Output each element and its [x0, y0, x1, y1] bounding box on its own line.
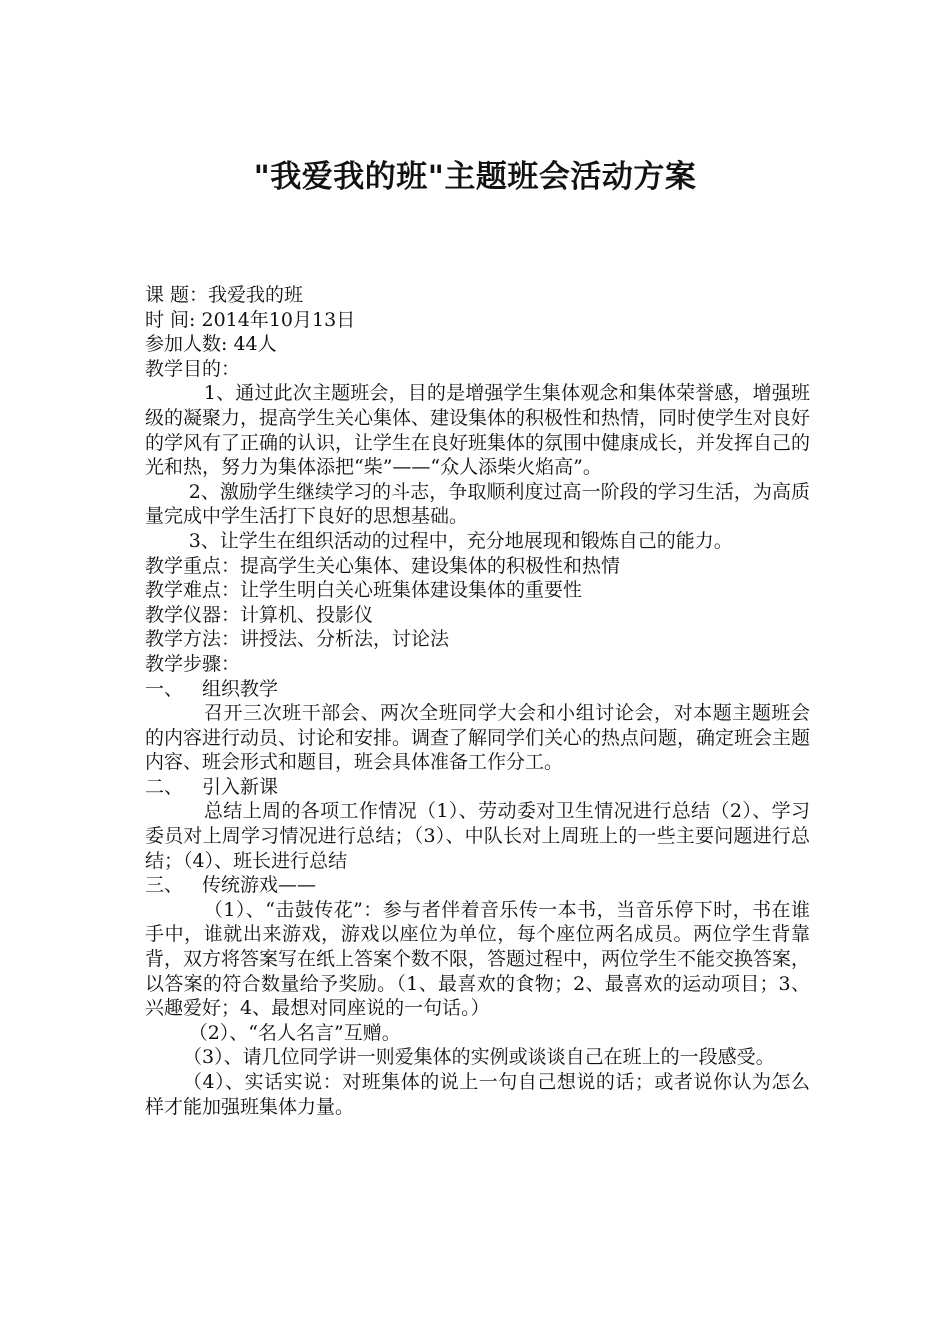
section-number: 三、 — [145, 874, 184, 897]
document-title: "我爱我的班"主题班会活动方案 — [253, 159, 697, 195]
attendees-line: 参加人数: 44人 — [145, 333, 277, 356]
objective-paragraph-1: 1、通过此次主题班会，目的是增强学生集体观念和集体荣誉感，增强班级的凝聚力，提高学生关心集体、建设集体的积极性和热情，同时使学生对良好的学风有了正确的认识，让学生在良好班集体的氛围中健康成长，并发挥自己的光和热，努力为集体添把“柴”——“众人添柴火焰高”。 — [145, 382, 811, 479]
section-title: 组织教学 — [202, 677, 279, 700]
steps-label: 教学步骤： — [145, 652, 241, 675]
section-3-paragraph-1: （1）、“击鼓传花”：参与者伴着音乐传一本书，当音乐停下时，书在谁手中，谁就出来游戏，游戏以座位为单位，每个座位两名成员。两位学生背靠背，双方将答案写在纸上答案个数不限，答题过程中，两位学生不能交换答案，以答案的符合数量给予奖励。（1、最喜欢的食物；2、最喜欢的运动项目；3、兴趣爱好；4、最想对同座说的一句话。） — [145, 898, 811, 1020]
section-3-paragraph-4: （4）、实话实说：对班集体的说上一句自己想说的话；或者说你认为怎么样才能加强班集体力量。 — [145, 1071, 810, 1118]
section-title: 引入新课 — [202, 775, 279, 798]
methods-line: 教学方法：讲授法、分析法，讨论法 — [145, 628, 450, 651]
section-number: 二、 — [145, 775, 184, 798]
difficulties-line: 教学难点：让学生明白关心班集体建设集体的重要性 — [145, 579, 583, 602]
document-body — [145, 283, 810, 1119]
section-heading-3 — [145, 873, 810, 898]
section-title: 传统游戏—— — [202, 874, 317, 897]
topic-line: 课 题：我爱我的班 — [145, 284, 304, 306]
section-3-paragraph-3: （3）、请几位同学讲一则爱集体的实例或谈谈自己在班上的一段感受。 — [183, 1046, 775, 1069]
objective-paragraph-3: 3、让学生在组织活动的过程中，充分地展现和锻炼自己的能力。 — [188, 529, 733, 552]
objective-paragraph-2: 2、激励学生继续学习的斗志，争取顺利度过高一阶段的学习生活，为高质量完成中学生活打下良好的思想基础。 — [145, 480, 810, 528]
section-number: 一、 — [145, 677, 184, 700]
section-2-paragraph-1: 总结上周的各项工作情况（1）、劳动委对卫生情况进行总结（2）、学习委员对上周学习情况进行总结；（3）、中队长对上周班上的一些主要问题进行总结；（4）、班长进行总结 — [145, 800, 810, 872]
key-points-line: 教学重点：提高学生关心集体、建设集体的积极性和热情 — [145, 554, 621, 577]
section-1-paragraph-1: 召开三次班干部会、两次全班同学大会和小组讨论会，对本题主题班会的内容进行动员、讨论和安排。调查了解同学们关心的热点问题，确定班会主题内容、班会形式和题目，班会具体准备工作分工。 — [145, 702, 811, 774]
time-line: 时 间: 2014年10月13日 — [145, 308, 356, 331]
instruments-line: 教学仪器：计算机、投影仪 — [145, 603, 374, 626]
section-3-paragraph-2: （2）、“名人名言”互赠。 — [188, 1021, 401, 1044]
objectives-label: 教学目的： — [145, 357, 241, 380]
section-heading-2 — [145, 775, 810, 800]
section-heading-1 — [145, 677, 810, 702]
